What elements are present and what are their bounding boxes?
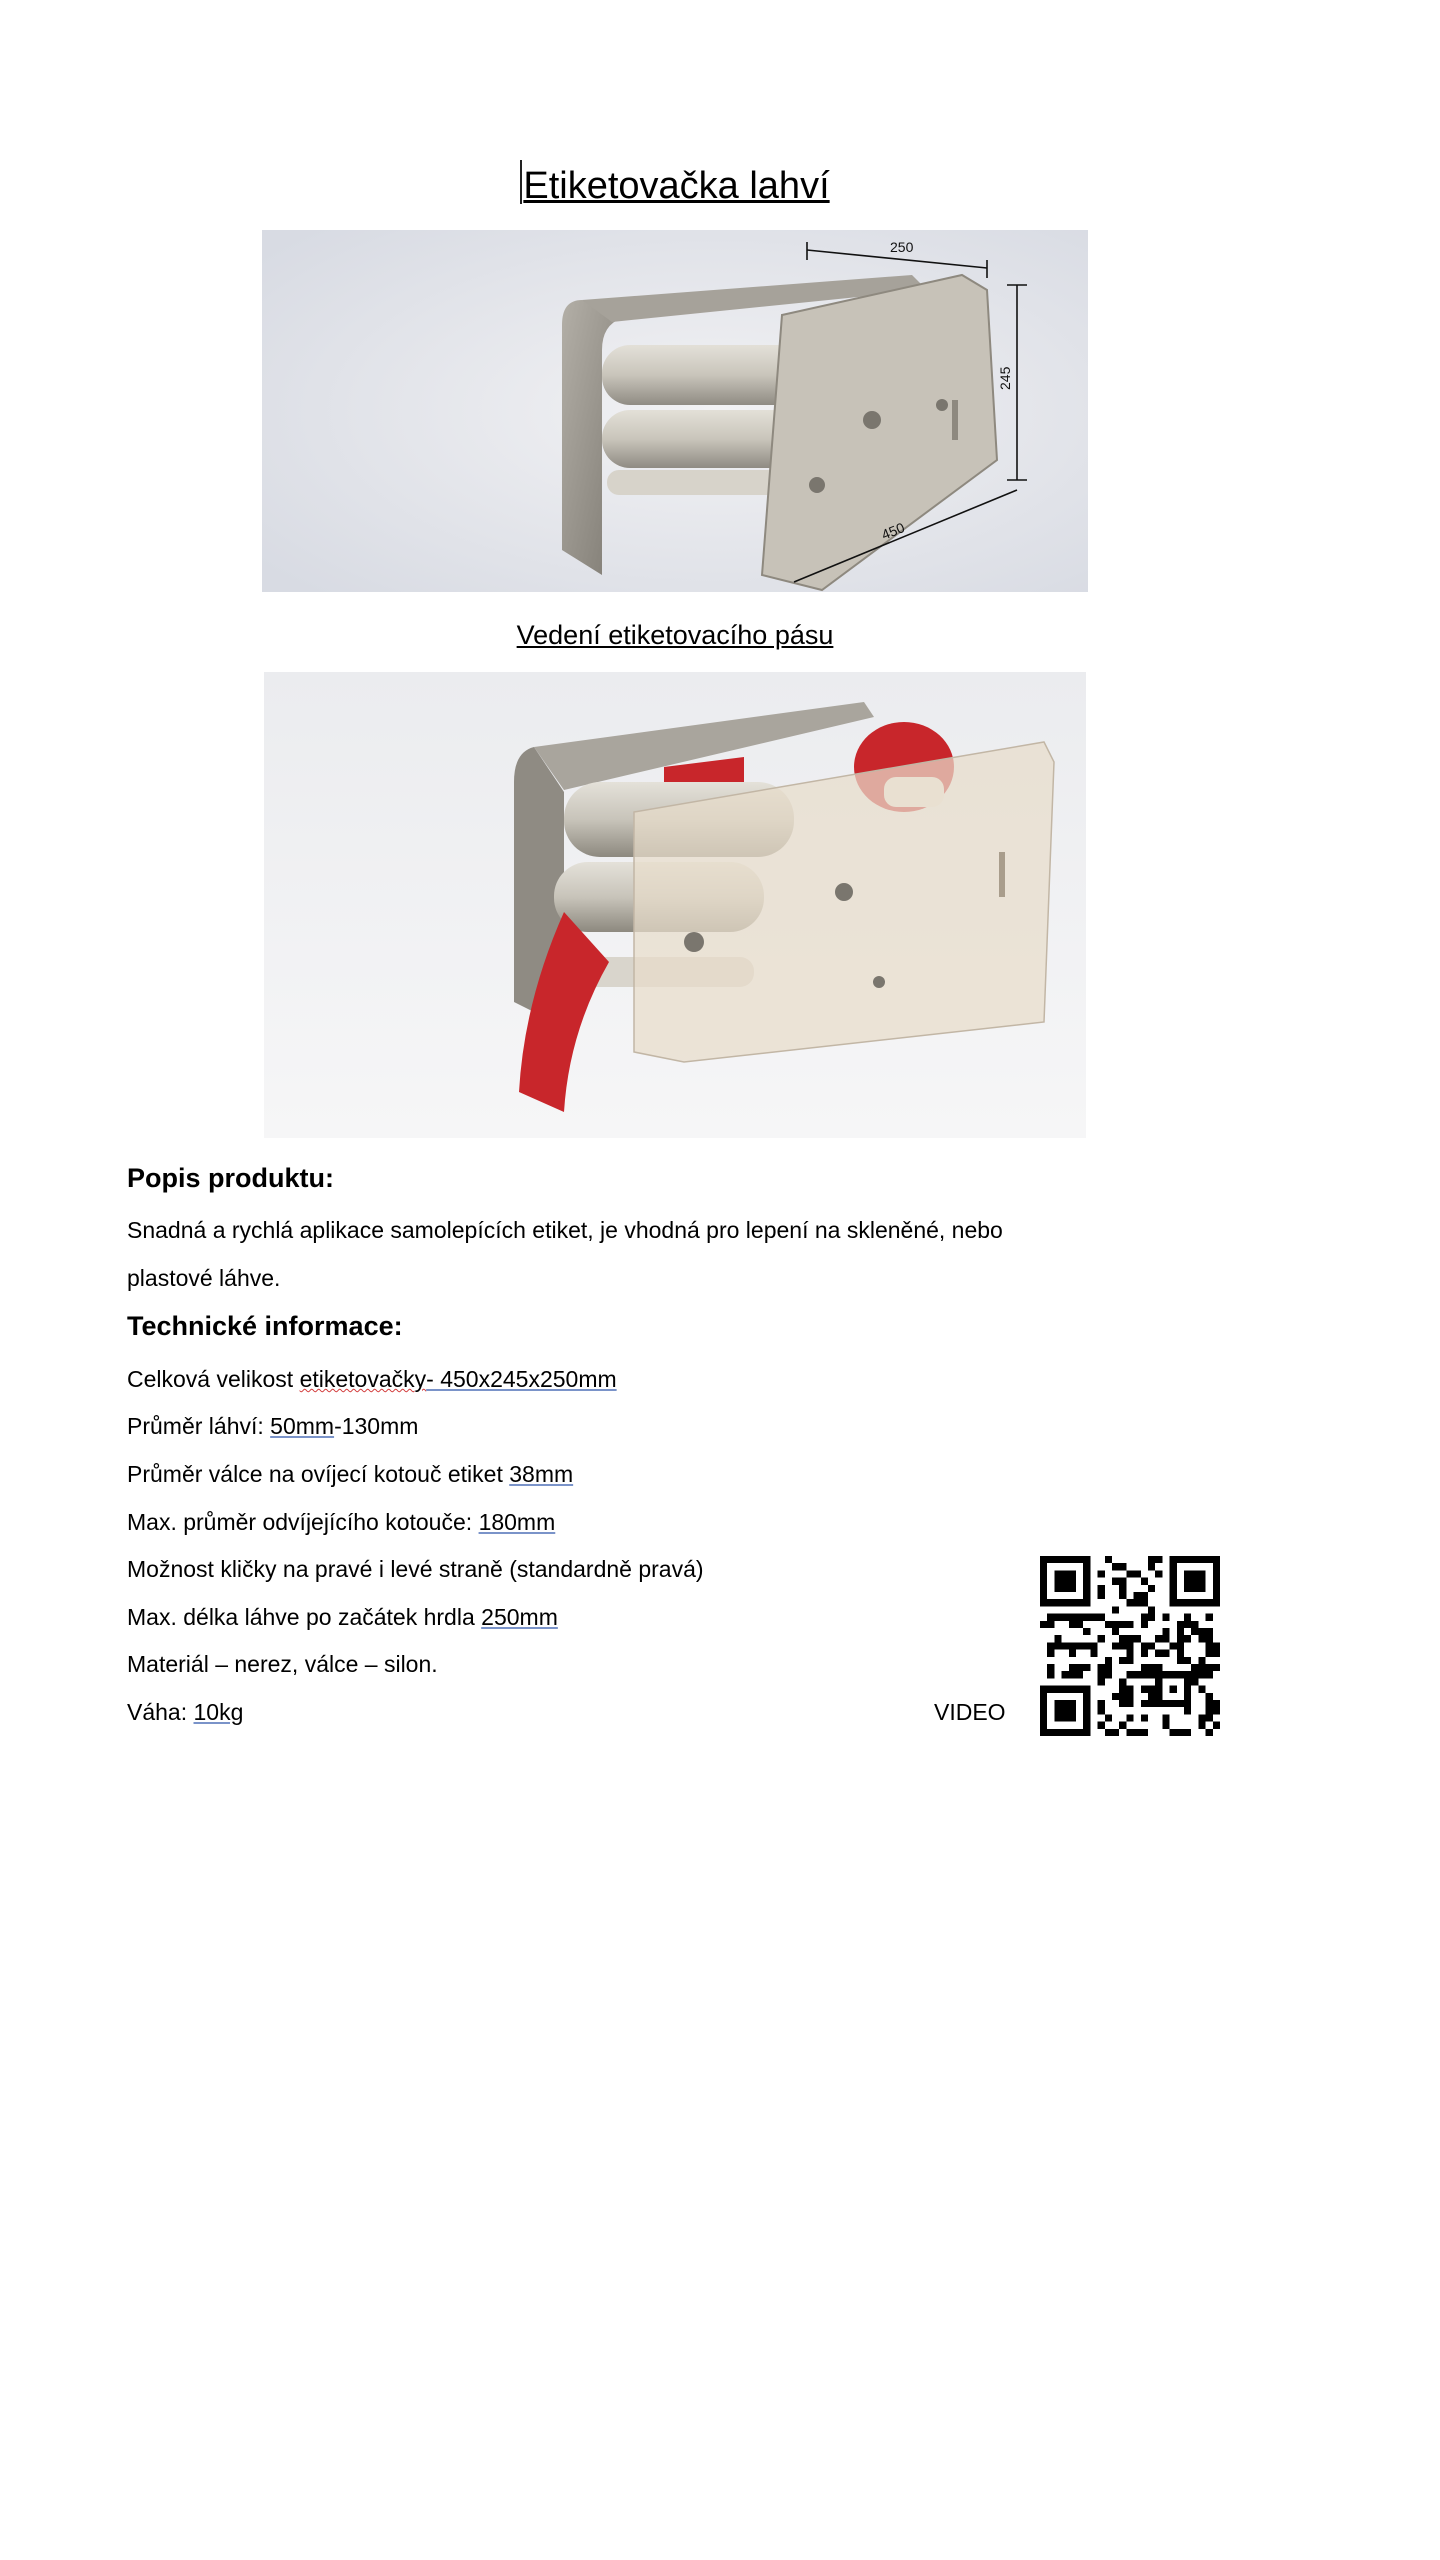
spec-bottle-length: [127, 1604, 558, 1631]
spec-length-label: Max. délka láhve po začátek hrdla: [127, 1604, 482, 1630]
spec-bottle-diameter: [127, 1413, 418, 1440]
spec-weight-value: 10kg: [193, 1699, 244, 1725]
spec-roller-label: Průměr válce na ovíjecí kotouč etiket: [127, 1461, 510, 1487]
spec-diameter-max: -130mm: [334, 1413, 419, 1439]
spec-diameter-min: 50mm: [270, 1413, 335, 1439]
spec-handle: Možnost kličky na pravé i levé straně (standardně pravá): [127, 1556, 704, 1582]
description-heading: Popis produktu:: [127, 1163, 334, 1193]
spec-size-label: Celková velikost: [127, 1366, 300, 1392]
dimension-height-label: 245: [997, 366, 1013, 390]
description-line-1: Snadná a rychlá aplikace samolepících etiket, je vhodná pro lepení na skleněné, nebo: [127, 1217, 1003, 1243]
spec-unwind-value: 180mm: [478, 1509, 556, 1535]
spec-size-word: etiketovačky: [299, 1366, 427, 1392]
spec-unwind-diameter: [127, 1509, 555, 1536]
spec-size: [127, 1366, 617, 1393]
dimension-width-label: 250: [890, 239, 914, 255]
video-qr-code[interactable]: [1040, 1556, 1220, 1736]
page-title: [0, 160, 1350, 208]
machine-dimensions-image: [262, 230, 1088, 592]
spec-weight-label: Váha:: [127, 1699, 194, 1725]
spec-roller-value: 38mm: [509, 1461, 574, 1487]
spec-diameter-label: Průměr láhví:: [127, 1413, 271, 1439]
spec-length-value: 250mm: [481, 1604, 558, 1630]
video-label: VIDEO: [934, 1699, 1006, 1725]
spec-roller-diameter: [127, 1461, 573, 1488]
description-line-2: plastové láhve.: [127, 1265, 281, 1291]
dimension-length-label: 450: [879, 519, 907, 543]
section-subtitle: Vedení etiketovacího pásu: [516, 620, 834, 650]
spec-weight: [127, 1699, 243, 1726]
label-path-image: [264, 672, 1086, 1138]
spec-size-value: - 450x245x250mm: [426, 1366, 617, 1392]
page-title-text: Etiketovačka lahví: [523, 165, 830, 207]
tech-heading: Technické informace:: [127, 1311, 403, 1341]
spec-material: Materiál – nerez, válce – silon.: [127, 1651, 438, 1677]
spec-unwind-label: Max. průměr odvíjejícího kotouče:: [127, 1509, 479, 1535]
